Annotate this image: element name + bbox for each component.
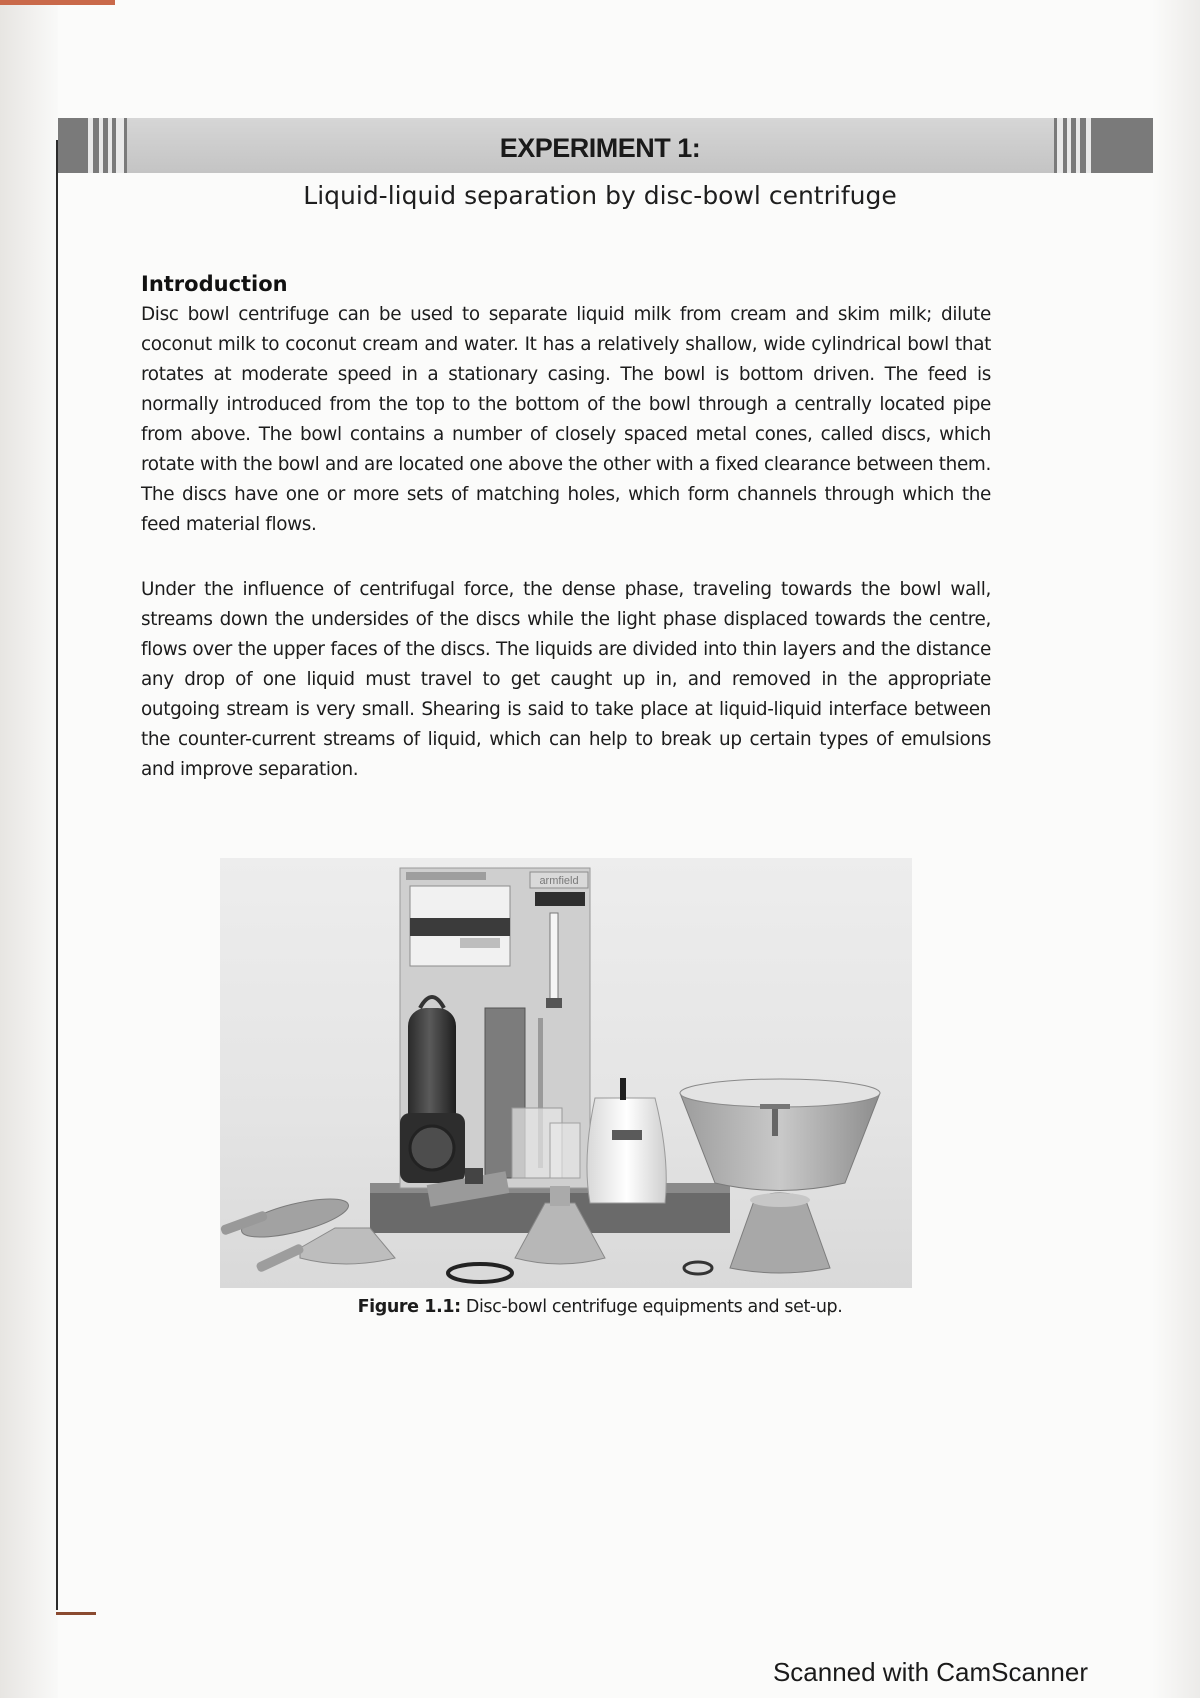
experiment-title: EXPERIMENT 1: <box>499 133 701 163</box>
figure-caption-text: Disc-bowl centrifuge equipments and set-up. <box>460 1297 843 1317</box>
page-edge-line <box>56 140 58 1610</box>
introduction-heading: Introduction <box>141 272 288 296</box>
page-edge-tick <box>56 1612 96 1615</box>
equipment-photo <box>220 858 912 1288</box>
centrifuge-setup-illustration <box>220 858 912 1288</box>
page-left-shadow <box>0 0 58 1698</box>
figure-caption-label: Figure 1.1: <box>357 1297 461 1317</box>
equipment-brand-label: armfield <box>539 875 579 887</box>
scanner-watermark: Scanned with CamScanner <box>772 1657 1088 1687</box>
introduction-paragraph-2: Under the influence of centrifugal force, the dense phase, traveling towards the bowl wall, streams down the undersides of the discs while the light phase displaced towards the centre, flows over the upper faces of the discs. The liquids are divided into thin layers and the distance any drop of one liquid must travel to get caught up in, and removed in the appropriate outgoing stream is very small. Shearing is said to take place at liquid-liquid interface between the counter-current streams of liquid, which can help to break up certain types of emulsions and improve separation. <box>141 579 991 780</box>
corner-mark <box>0 0 115 5</box>
introduction-paragraph-1: Disc bowl centrifuge can be used to separate liquid milk from cream and skim milk; dilute coconut milk to coconut cream and water. It has a relatively shallow, wide cylindrical bowl that rotates at moderate speed in a stationary casing. The bowl is bottom driven. The feed is normally introduced from the top to the bottom of the bowl through a centrally located pipe from above. The bowl contains a number of closely spaced metal cones, called discs, which rotate with the bowl and are located one above the other with a fixed clearance between them. The discs have one or more sets of matching holes, which form channels through which the feed material flows. <box>141 304 991 535</box>
experiment-subtitle: Liquid-liquid separation by disc-bowl centrifuge <box>303 181 897 210</box>
page-right-shadow <box>1152 0 1200 1698</box>
figure-caption <box>0 1297 1200 1317</box>
